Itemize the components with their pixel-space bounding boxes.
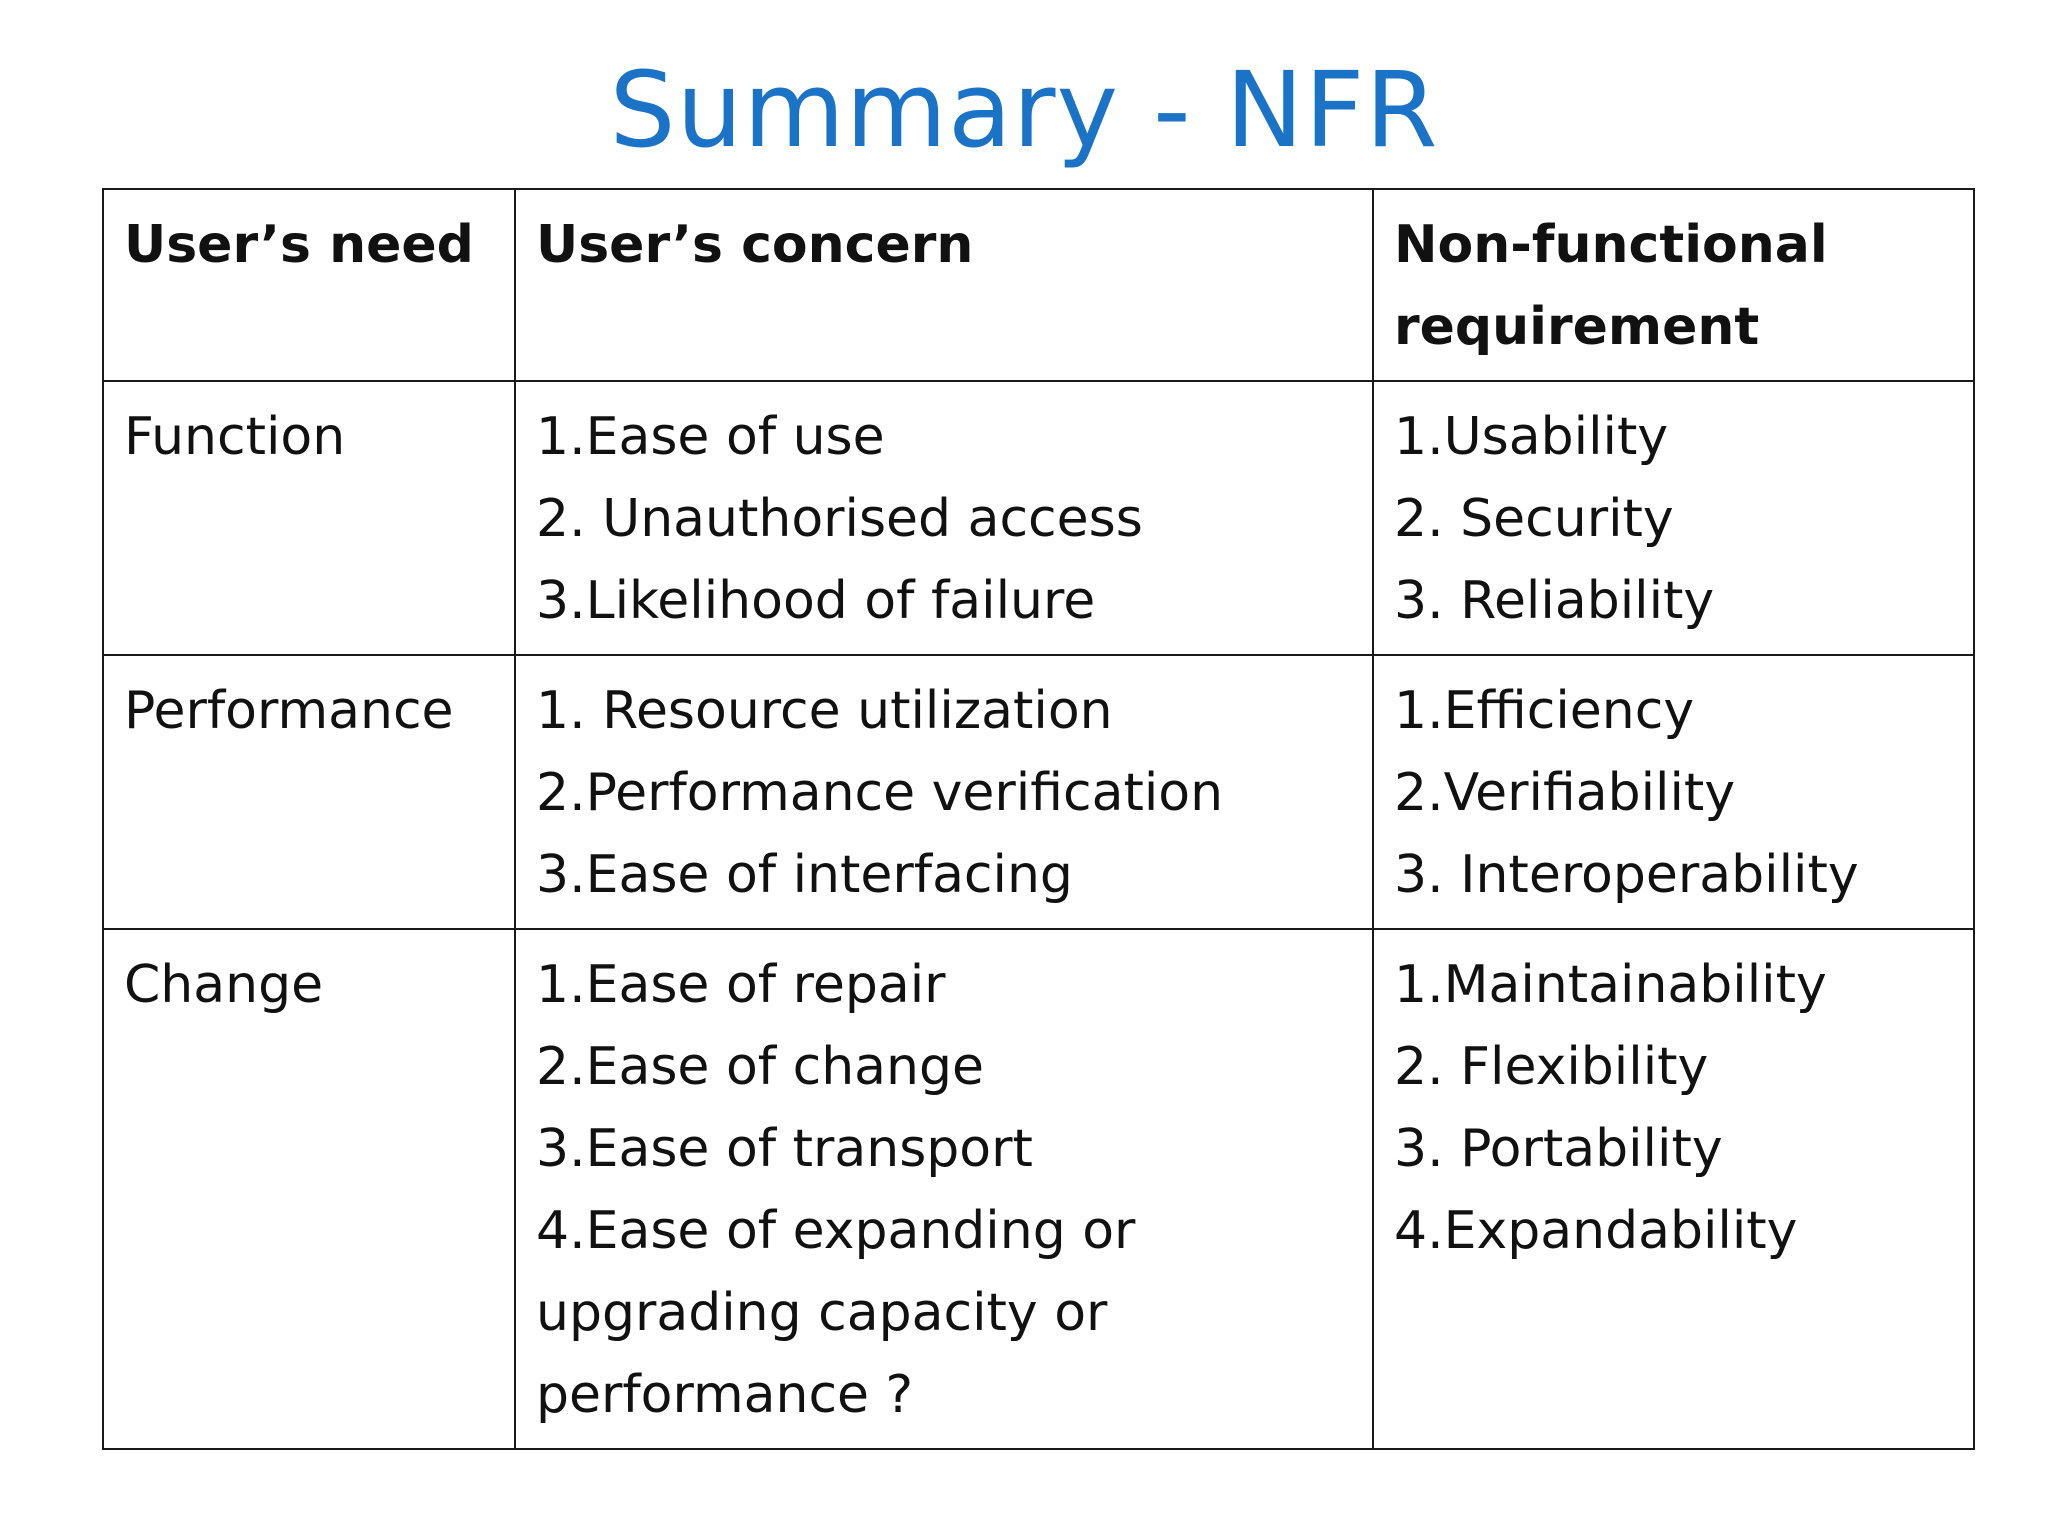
header-non-functional-requirement: Non-functional requirement [1373,189,1974,381]
nfr-item: 1.Usability [1394,407,1669,467]
concern-cell [515,655,1373,929]
concern-item: 2. Unauthorised access [536,489,1143,549]
table-header-row [103,189,1974,381]
table-row-performance [103,655,1974,929]
nfr-cell [1373,381,1974,655]
need-cell: Function [103,381,515,655]
nfr-item: 2.Verifiability [1394,763,1736,823]
concern-item: 2.Performance verification [536,763,1224,823]
nfr-item: 2. Security [1394,489,1674,549]
nfr-item: 3. Interoperability [1394,845,1859,905]
concern-item: 1.Ease of repair [536,955,946,1015]
nfr-summary-table [102,188,1975,1450]
nfr-cell [1373,929,1974,1449]
concern-item: 3.Likelihood of failure [536,571,1096,631]
nfr-cell [1373,655,1974,929]
concern-item: 1. Resource utilization [536,681,1113,741]
header-users-concern: User’s concern [515,189,1373,381]
table-row-change [103,929,1974,1449]
concern-item: 1.Ease of use [536,407,885,467]
nfr-item: 1.Maintainability [1394,955,1827,1015]
concern-cell [515,929,1373,1449]
concern-item: 3.Ease of transport [536,1119,1033,1179]
nfr-item: 3. Reliability [1394,571,1715,631]
concern-item: 3.Ease of interfacing [536,845,1073,905]
concern-item: 4.Ease of expanding or upgrading capacity or performance ? [536,1201,1136,1425]
need-cell: Performance [103,655,515,929]
nfr-item: 2. Flexibility [1394,1037,1709,1097]
header-users-need: User’s need [103,189,515,381]
slide-title: Summary - NFR [609,49,1439,171]
concern-cell [515,381,1373,655]
nfr-item: 1.Efficiency [1394,681,1695,741]
nfr-item: 3. Portability [1394,1119,1723,1179]
concern-item: 2.Ease of change [536,1037,984,1097]
need-cell: Change [103,929,515,1449]
nfr-item: 4.Expandability [1394,1201,1798,1261]
table-row-function [103,381,1974,655]
